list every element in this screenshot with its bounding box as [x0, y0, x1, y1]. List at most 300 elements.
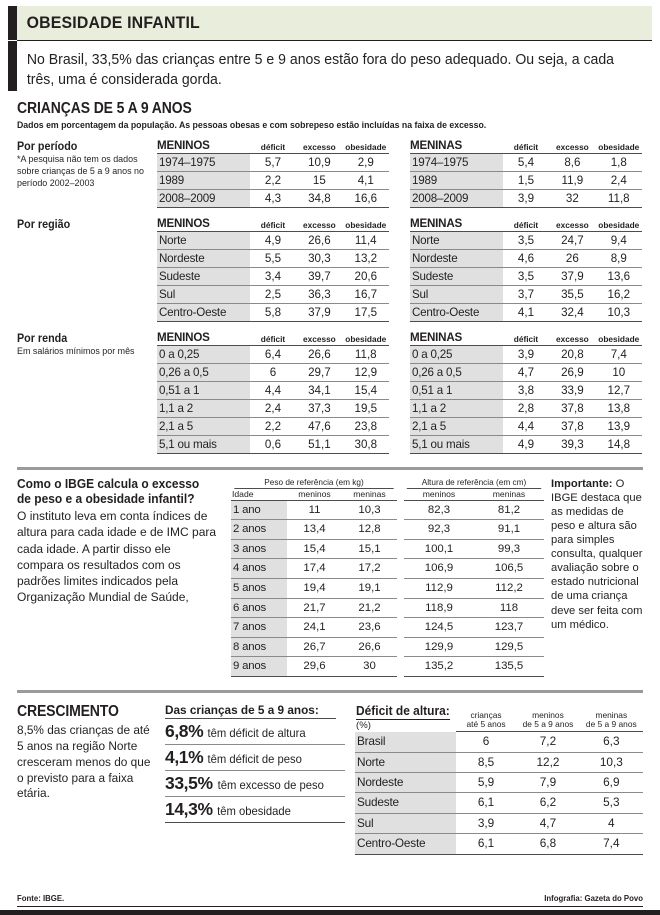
col-header-obesidade: obesidade — [596, 217, 642, 232]
cell-weight-girls: 21,2 — [342, 598, 397, 618]
table-row — [355, 813, 643, 833]
cell-obesidade: 9,4 — [596, 231, 642, 249]
table-body — [157, 231, 389, 321]
section-growth — [17, 703, 643, 855]
cell-obesidade: 14,8 — [596, 435, 642, 453]
cell-category: Sudeste — [157, 267, 250, 285]
cell-excesso: 37,9 — [549, 267, 595, 285]
cell-kids-under5: 8,5 — [456, 752, 516, 772]
block-title: Por renda — [17, 331, 68, 345]
lead-paragraph-row — [8, 41, 652, 91]
cell-category: Norte — [157, 231, 250, 249]
lead-accent-bar — [8, 41, 17, 91]
table-income-boys — [157, 331, 389, 454]
cell-deficit: 2,2 — [250, 171, 296, 189]
cell-category: 2,1 a 5 — [157, 417, 250, 435]
cell-weight-boys: 26,7 — [287, 637, 342, 657]
cell-category: Nordeste — [157, 249, 250, 267]
table-row — [410, 417, 642, 435]
table-row — [231, 598, 397, 618]
cell-age: 6 anos — [231, 598, 287, 618]
table-row — [410, 285, 642, 303]
cell-kids-under5: 6 — [456, 732, 516, 752]
growth-block — [17, 703, 165, 802]
section-title: CRIANÇAS DE 5 A 9 ANOS — [17, 99, 192, 117]
col-header-deficit: déficit — [503, 331, 549, 346]
divider-1 — [17, 467, 643, 470]
percentages-header: Das crianças de 5 a 9 anos: — [165, 703, 336, 719]
bottom-accent-bar — [0, 910, 660, 915]
cell-height-boys: 112,9 — [404, 578, 474, 598]
cell-category: 1974–1975 — [410, 153, 503, 171]
cell-deficit: 3,7 — [503, 285, 549, 303]
cell-category: Sudeste — [410, 267, 503, 285]
cell-boys-5-9: 7,9 — [516, 772, 579, 792]
table-row — [355, 772, 643, 792]
cell-kids-under5: 6,1 — [456, 793, 516, 813]
cell-deficit: 2,8 — [503, 399, 549, 417]
footer — [17, 894, 643, 903]
cell-weight-boys: 19,4 — [287, 578, 342, 598]
cell-category: 2008–2009 — [157, 189, 250, 207]
table-row — [410, 381, 642, 399]
col-header-deficit: déficit — [250, 217, 296, 232]
cell-category: Sul — [410, 285, 503, 303]
table-body — [355, 732, 643, 854]
cell-region: Centro-Oeste — [355, 834, 456, 854]
cell-excesso: 30,3 — [296, 249, 342, 267]
cell-obesidade: 16,6 — [343, 189, 389, 207]
cell-deficit: 4,3 — [250, 189, 296, 207]
ibge-answer: O instituto leva em conta índices de altura para cada idade e de IMC para cada idade. A partir disso ele compara os resultados com os padrões limites indicados pela Organização Mundial de Saúde, — [17, 509, 217, 604]
table-row — [410, 435, 642, 453]
cell-weight-girls: 15,1 — [342, 539, 397, 559]
cell-excesso: 47,6 — [296, 417, 342, 435]
col-header-kids-l2: até 5 anos — [466, 719, 506, 730]
section-ibge-method — [17, 477, 643, 677]
col-header-deficit: déficit — [250, 139, 296, 154]
cell-excesso: 32 — [549, 189, 595, 207]
percentage-label: têm déficit de peso — [207, 752, 303, 766]
table-height-reference — [404, 477, 544, 677]
cell-weight-boys: 11 — [287, 500, 342, 520]
cell-obesidade: 23,8 — [343, 417, 389, 435]
cell-excesso: 26 — [549, 249, 595, 267]
percentage-row — [165, 797, 345, 823]
cell-excesso: 10,9 — [296, 153, 342, 171]
cell-height-girls: 112,2 — [474, 578, 544, 598]
col-header-group: MENINAS — [410, 217, 503, 232]
cell-height-girls: 129,5 — [474, 637, 544, 657]
cell-weight-girls: 17,2 — [342, 559, 397, 579]
cell-region: Brasil — [355, 732, 456, 752]
col-header-girls: meninas — [342, 489, 397, 501]
cell-deficit: 3,5 — [503, 231, 549, 249]
cell-deficit: 3,9 — [503, 345, 549, 363]
cell-obesidade: 13,9 — [596, 417, 642, 435]
table-body — [157, 345, 389, 453]
cell-height-boys: 100,1 — [404, 539, 474, 559]
table-weight-reference — [231, 477, 397, 677]
table-row — [410, 153, 642, 171]
cell-girls-5-9: 6,3 — [580, 732, 643, 752]
cell-age: 4 anos — [231, 559, 287, 579]
table-row — [231, 539, 397, 559]
col-header-group: MENINOS — [157, 217, 250, 232]
cell-weight-boys: 17,4 — [287, 559, 342, 579]
table-row — [157, 249, 389, 267]
table-row — [157, 303, 389, 321]
table-region-boys — [157, 217, 389, 322]
table-row — [355, 834, 643, 854]
cell-obesidade: 11,4 — [343, 231, 389, 249]
table-row — [410, 399, 642, 417]
col-header-age: Idade — [231, 489, 287, 501]
cell-category: 0 a 0,25 — [410, 345, 503, 363]
cell-deficit: 4,9 — [250, 231, 296, 249]
cell-boys-5-9: 6,2 — [516, 793, 579, 813]
cell-deficit: 4,4 — [503, 417, 549, 435]
cell-girls-5-9: 6,9 — [580, 772, 643, 792]
block-title: Por período — [17, 139, 78, 153]
cell-region: Sudeste — [355, 793, 456, 813]
cell-obesidade: 16,7 — [343, 285, 389, 303]
cell-girls-5-9: 5,3 — [580, 793, 643, 813]
cell-excesso: 34,8 — [296, 189, 342, 207]
cell-obesidade: 10 — [596, 363, 642, 381]
col-header-excesso: excesso — [296, 139, 342, 154]
cell-excesso: 33,9 — [549, 381, 595, 399]
cell-category: Centro-Oeste — [410, 303, 503, 321]
table-row — [404, 539, 544, 559]
cell-height-boys: 106,9 — [404, 559, 474, 579]
growth-title: CRESCIMENTO — [17, 702, 119, 720]
important-label: Importante: — [551, 477, 613, 490]
cell-height-girls: 81,2 — [474, 500, 544, 520]
cell-excesso: 37,9 — [296, 303, 342, 321]
table-region-girls — [410, 217, 642, 322]
table-period-girls — [410, 139, 642, 208]
table-row — [410, 267, 642, 285]
cell-deficit: 1,5 — [503, 171, 549, 189]
cell-obesidade: 30,8 — [343, 435, 389, 453]
table-body — [410, 345, 642, 453]
table-body — [410, 231, 642, 321]
cell-category: Nordeste — [410, 249, 503, 267]
table-row — [410, 363, 642, 381]
cell-excesso: 35,5 — [549, 285, 595, 303]
cell-obesidade: 20,6 — [343, 267, 389, 285]
col-header-group: MENINAS — [410, 331, 503, 346]
col-header-kids — [456, 703, 516, 732]
header-band — [17, 6, 652, 40]
cell-height-boys: 135,2 — [404, 657, 474, 677]
credit-label: Infografia: Gazeta do Povo — [544, 894, 643, 903]
table-row — [157, 189, 389, 207]
table-row — [231, 559, 397, 579]
table-row — [157, 399, 389, 417]
cell-category: 0,26 a 0,5 — [157, 363, 250, 381]
cell-weight-girls: 12,8 — [342, 520, 397, 540]
cell-height-girls: 99,3 — [474, 539, 544, 559]
table-row — [157, 381, 389, 399]
cell-category: 1,1 a 2 — [410, 399, 503, 417]
table-row — [404, 618, 544, 638]
cell-deficit: 3,8 — [503, 381, 549, 399]
cell-excesso: 26,6 — [296, 345, 342, 363]
col-header-excesso: excesso — [296, 331, 342, 346]
col-header-girls: meninas — [474, 489, 544, 501]
block-note: Em salários mínimos por mês — [17, 345, 135, 357]
table-row — [404, 637, 544, 657]
cell-obesidade: 15,4 — [343, 381, 389, 399]
cell-category: Norte — [410, 231, 503, 249]
cell-excesso: 26,6 — [296, 231, 342, 249]
header-accent-bar — [8, 6, 17, 40]
height-reference-header: Altura de referência (em cm) — [407, 477, 541, 489]
cell-kids-under5: 5,9 — [456, 772, 516, 792]
percentage-label: têm déficit de altura — [207, 726, 306, 740]
cell-height-boys: 129,9 — [404, 637, 474, 657]
table-row — [410, 231, 642, 249]
reference-tables — [231, 477, 544, 677]
footer-rule — [17, 906, 643, 907]
cell-excesso: 37,3 — [296, 399, 342, 417]
table-row — [410, 345, 642, 363]
cell-age: 3 anos — [231, 539, 287, 559]
percentage-value: 14,3% — [165, 798, 213, 819]
percentage-row — [165, 745, 345, 771]
cell-excesso: 51,1 — [296, 435, 342, 453]
col-header-boys-l2: de 5 a 9 anos — [522, 719, 574, 730]
cell-region: Norte — [355, 752, 456, 772]
cell-weight-boys: 29,6 — [287, 657, 342, 677]
cell-obesidade: 17,5 — [343, 303, 389, 321]
table-row — [404, 520, 544, 540]
col-header-excesso: excesso — [296, 217, 342, 232]
cell-weight-girls: 26,6 — [342, 637, 397, 657]
cell-category: 2008–2009 — [410, 189, 503, 207]
table-body — [410, 153, 642, 207]
cell-weight-boys: 15,4 — [287, 539, 342, 559]
table-row — [404, 500, 544, 520]
table-row — [157, 435, 389, 453]
section-subtitle: Dados em porcentagem da população. As pessoas obesas e com sobrepeso estão incluídas na faixa de excesso. — [17, 118, 487, 130]
cell-girls-5-9: 4 — [580, 813, 643, 833]
cell-height-girls: 118 — [474, 598, 544, 618]
col-header-boys: meninos — [404, 489, 474, 501]
cell-age: 5 anos — [231, 578, 287, 598]
block-by-period — [17, 139, 643, 208]
cell-deficit: 4,6 — [503, 249, 549, 267]
table-row — [157, 171, 389, 189]
cell-age: 2 anos — [231, 520, 287, 540]
cell-excesso: 32,4 — [549, 303, 595, 321]
table-period-boys — [157, 139, 389, 208]
table-row — [157, 345, 389, 363]
cell-deficit: 4,9 — [503, 435, 549, 453]
cell-deficit: 0,6 — [250, 435, 296, 453]
table-row — [410, 249, 642, 267]
col-header-deficit: déficit — [250, 331, 296, 346]
col-header-obesidade: obesidade — [596, 331, 642, 346]
table-body — [231, 500, 397, 676]
table-row — [231, 578, 397, 598]
table-row — [410, 171, 642, 189]
cell-deficit: 5,7 — [250, 153, 296, 171]
cell-obesidade: 11,8 — [596, 189, 642, 207]
cell-boys-5-9: 6,8 — [516, 834, 579, 854]
section-children-5-9 — [17, 100, 643, 130]
cell-excesso: 24,7 — [549, 231, 595, 249]
deficit-unit: (%) — [356, 719, 371, 731]
cell-deficit: 2,5 — [250, 285, 296, 303]
cell-obesidade: 13,6 — [596, 267, 642, 285]
col-header-obesidade: obesidade — [343, 217, 389, 232]
cell-deficit: 2,4 — [250, 399, 296, 417]
cell-girls-5-9: 7,4 — [580, 834, 643, 854]
block-label-by-period — [17, 139, 157, 191]
table-body — [404, 500, 544, 676]
cell-weight-boys: 13,4 — [287, 520, 342, 540]
percentage-label: têm excesso de peso — [217, 778, 324, 792]
cell-boys-5-9: 4,7 — [516, 813, 579, 833]
percentages-block — [165, 703, 355, 823]
cell-age: 8 anos — [231, 637, 287, 657]
cell-obesidade: 16,2 — [596, 285, 642, 303]
table-row — [404, 559, 544, 579]
table-row — [231, 500, 397, 520]
source-label: Fonte: IBGE. — [17, 894, 65, 903]
table-row — [404, 578, 544, 598]
weight-reference-header: Peso de referência (em kg) — [234, 477, 393, 489]
cell-deficit: 6 — [250, 363, 296, 381]
cell-excesso: 26,9 — [549, 363, 595, 381]
infographic-page — [0, 6, 660, 915]
cell-category: 5,1 ou mais — [157, 435, 250, 453]
cell-category: 1974–1975 — [157, 153, 250, 171]
cell-height-girls: 123,7 — [474, 618, 544, 638]
cell-excesso: 37,8 — [549, 399, 595, 417]
divider-2 — [17, 690, 643, 693]
cell-obesidade: 4,1 — [343, 171, 389, 189]
col-header-excesso: excesso — [549, 331, 595, 346]
cell-category: 5,1 ou mais — [410, 435, 503, 453]
cell-category: 0,26 a 0,5 — [410, 363, 503, 381]
table-row — [157, 153, 389, 171]
col-header-obesidade: obesidade — [596, 139, 642, 154]
cell-excesso: 39,7 — [296, 267, 342, 285]
block-label-by-region — [17, 217, 157, 232]
col-header-excesso: excesso — [549, 217, 595, 232]
percentage-row — [165, 719, 345, 745]
col-header-excesso: excesso — [549, 139, 595, 154]
col-header-girls — [580, 703, 643, 732]
cell-deficit: 5,8 — [250, 303, 296, 321]
cell-category: 0 a 0,25 — [157, 345, 250, 363]
table-row — [355, 752, 643, 772]
ibge-question: Como o IBGE calcula o excesso de peso e a obesidade infantil? — [17, 476, 200, 507]
deficit-title: Déficit de altura: — [356, 703, 450, 718]
cell-obesidade: 13,8 — [596, 399, 642, 417]
percentages-list — [165, 719, 345, 823]
col-header-girls-l2: de 5 a 9 anos — [585, 719, 637, 730]
cell-category: 2,1 a 5 — [410, 417, 503, 435]
cell-height-boys: 118,9 — [404, 598, 474, 618]
cell-height-girls: 135,5 — [474, 657, 544, 677]
cell-region: Sul — [355, 813, 456, 833]
cell-weight-girls: 30 — [342, 657, 397, 677]
percentage-value: 4,1% — [165, 746, 204, 767]
cell-deficit: 4,4 — [250, 381, 296, 399]
ibge-explainer — [17, 477, 231, 605]
table-row — [157, 267, 389, 285]
cell-boys-5-9: 7,2 — [516, 732, 579, 752]
cell-girls-5-9: 10,3 — [580, 752, 643, 772]
cell-deficit: 3,5 — [503, 267, 549, 285]
deficit-title-cell — [355, 703, 456, 732]
cell-excesso: 39,3 — [549, 435, 595, 453]
table-row — [231, 520, 397, 540]
cell-age: 7 anos — [231, 618, 287, 638]
cell-age: 1 ano — [231, 500, 287, 520]
col-header-boys-l1: meninos — [532, 709, 564, 720]
cell-weight-boys: 21,7 — [287, 598, 342, 618]
col-header-deficit: déficit — [503, 217, 549, 232]
important-text: O IBGE destaca que as medidas de peso e altura são para simples consulta, qualquer avaliação sobre o estado nutricional de uma criança deve ser feita com um médico. — [551, 477, 643, 631]
block-title: Por região — [17, 217, 71, 231]
cell-obesidade: 1,8 — [596, 153, 642, 171]
growth-text: 8,5% das crianças de até 5 anos na região Norte cresceram menos do que o previsto para a faixa etária. — [17, 722, 151, 801]
percentage-row — [165, 771, 345, 797]
cell-obesidade: 19,5 — [343, 399, 389, 417]
cell-deficit: 5,5 — [250, 249, 296, 267]
table-row — [231, 637, 397, 657]
col-header-obesidade: obesidade — [343, 331, 389, 346]
table-row — [157, 363, 389, 381]
cell-obesidade: 12,9 — [343, 363, 389, 381]
important-note — [544, 477, 648, 632]
percentage-label: têm obesidade — [216, 804, 291, 818]
table-row — [231, 618, 397, 638]
cell-kids-under5: 6,1 — [456, 834, 516, 854]
height-deficit-block — [355, 703, 643, 855]
table-row — [231, 657, 397, 677]
cell-obesidade: 7,4 — [596, 345, 642, 363]
col-header-group: MENINOS — [157, 139, 250, 154]
cell-deficit: 4,7 — [503, 363, 549, 381]
cell-category: 1989 — [410, 171, 503, 189]
table-row — [157, 417, 389, 435]
cell-category: 0,51 a 1 — [410, 381, 503, 399]
cell-obesidade: 13,2 — [343, 249, 389, 267]
cell-boys-5-9: 12,2 — [516, 752, 579, 772]
table-body — [157, 153, 389, 207]
block-by-region — [17, 217, 643, 322]
table-row — [410, 189, 642, 207]
table-row — [157, 285, 389, 303]
cell-region: Nordeste — [355, 772, 456, 792]
lead-paragraph: No Brasil, 33,5% das crianças entre 5 e 9 anos estão fora do peso adequado. Ou seja, a cada três, uma é considerada gorda. — [26, 52, 615, 89]
col-header-boys — [516, 703, 579, 732]
col-header-group: MENINAS — [410, 139, 503, 154]
cell-height-girls: 91,1 — [474, 520, 544, 540]
col-header-obesidade: obesidade — [343, 139, 389, 154]
col-header-kids-l1: crianças — [470, 709, 502, 720]
cell-excesso: 36,3 — [296, 285, 342, 303]
cell-category: Sul — [157, 285, 250, 303]
cell-height-boys: 92,3 — [404, 520, 474, 540]
